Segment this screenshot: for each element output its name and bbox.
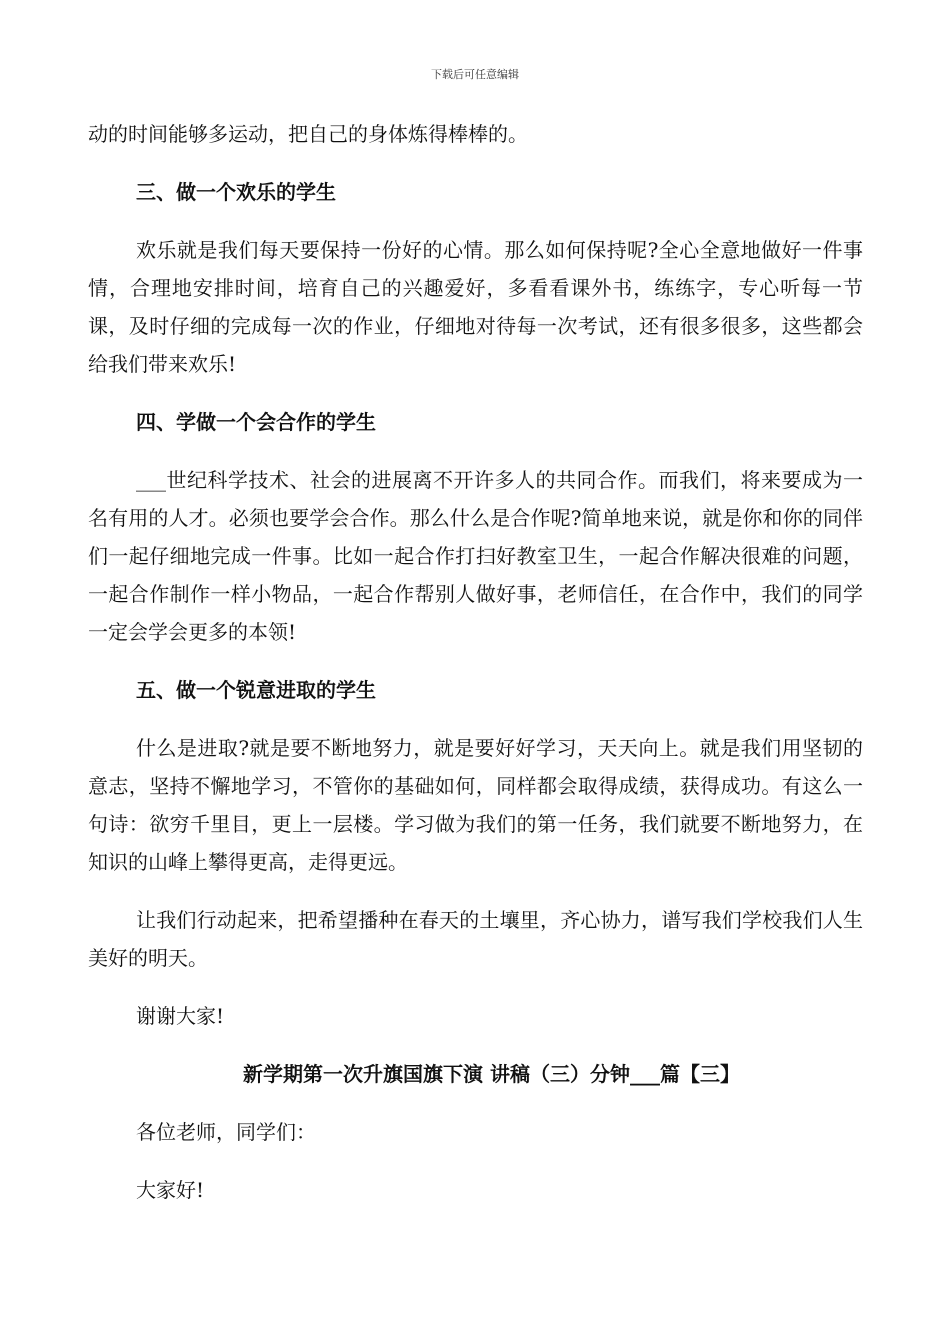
speech-title: 新学期第一次升旗国旗下演 讲稿（三）分钟___篇【三】 [243,1062,740,1086]
paragraph-greeting: 大家好! [136,1178,205,1202]
document-body [88,115,863,1209]
paragraph-continuation: 动的时间能够多运动，把自己的身体炼得棒棒的。 [88,122,528,146]
paragraph-thanks: 谢谢大家! [136,1004,225,1028]
paragraph-progress: 什么是进取?就是要不断地努力，就是要好好学习，天天向上。就是我们用坚韧的意志，坚持不懈地学习，不管你的基础如何，同样都会取得成绩，获得成功。有这么一句诗：欲穷千里目，更上一层楼。学习做为我们的第一任务，我们就要不断地努力，在知识的山峰上攀得更高，走得更远。 [88,736,863,874]
section-heading-3: 三、做一个欢乐的学生 [136,180,336,204]
paragraph-salutation: 各位老师，同学们： [136,1120,316,1144]
section-heading-5: 五、做一个锐意进取的学生 [136,678,376,702]
paragraph-cooperation: ___世纪科学技术、社会的进展离不开许多人的共同合作。而我们，将来要成为一名有用的人才。必须也要学会合作。那么什么是合作呢?简单地来说，就是你和你的同伴们一起仔细地完成一件事。比如一起合作打扫好教室卫生，一起合作解决很难的问题，一起合作制作一样小物品，一起合作帮别人做好事，老师信任，在合作中，我们的同学一定会学会更多的本领! [88,468,863,644]
paragraph-call-to-action: 让我们行动起来，把希望播种在春天的土壤里，齐心协力，谱写我们学校我们人生美好的明天。 [88,908,863,970]
page-header: 下载后可任意编辑 [431,68,519,81]
section-heading-4: 四、学做一个会合作的学生 [136,410,376,434]
paragraph-happy-student: 欢乐就是我们每天要保持一份好的心情。那么如何保持呢?全心全意地做好一件事情，合理地安排时间，培育自己的兴趣爱好，多看看课外书，练练字，专心听每一节课，及时仔细的完成每一次的作业，仔细地对待每一次考试，还有很多很多，这些都会给我们带来欢乐! [88,238,863,376]
